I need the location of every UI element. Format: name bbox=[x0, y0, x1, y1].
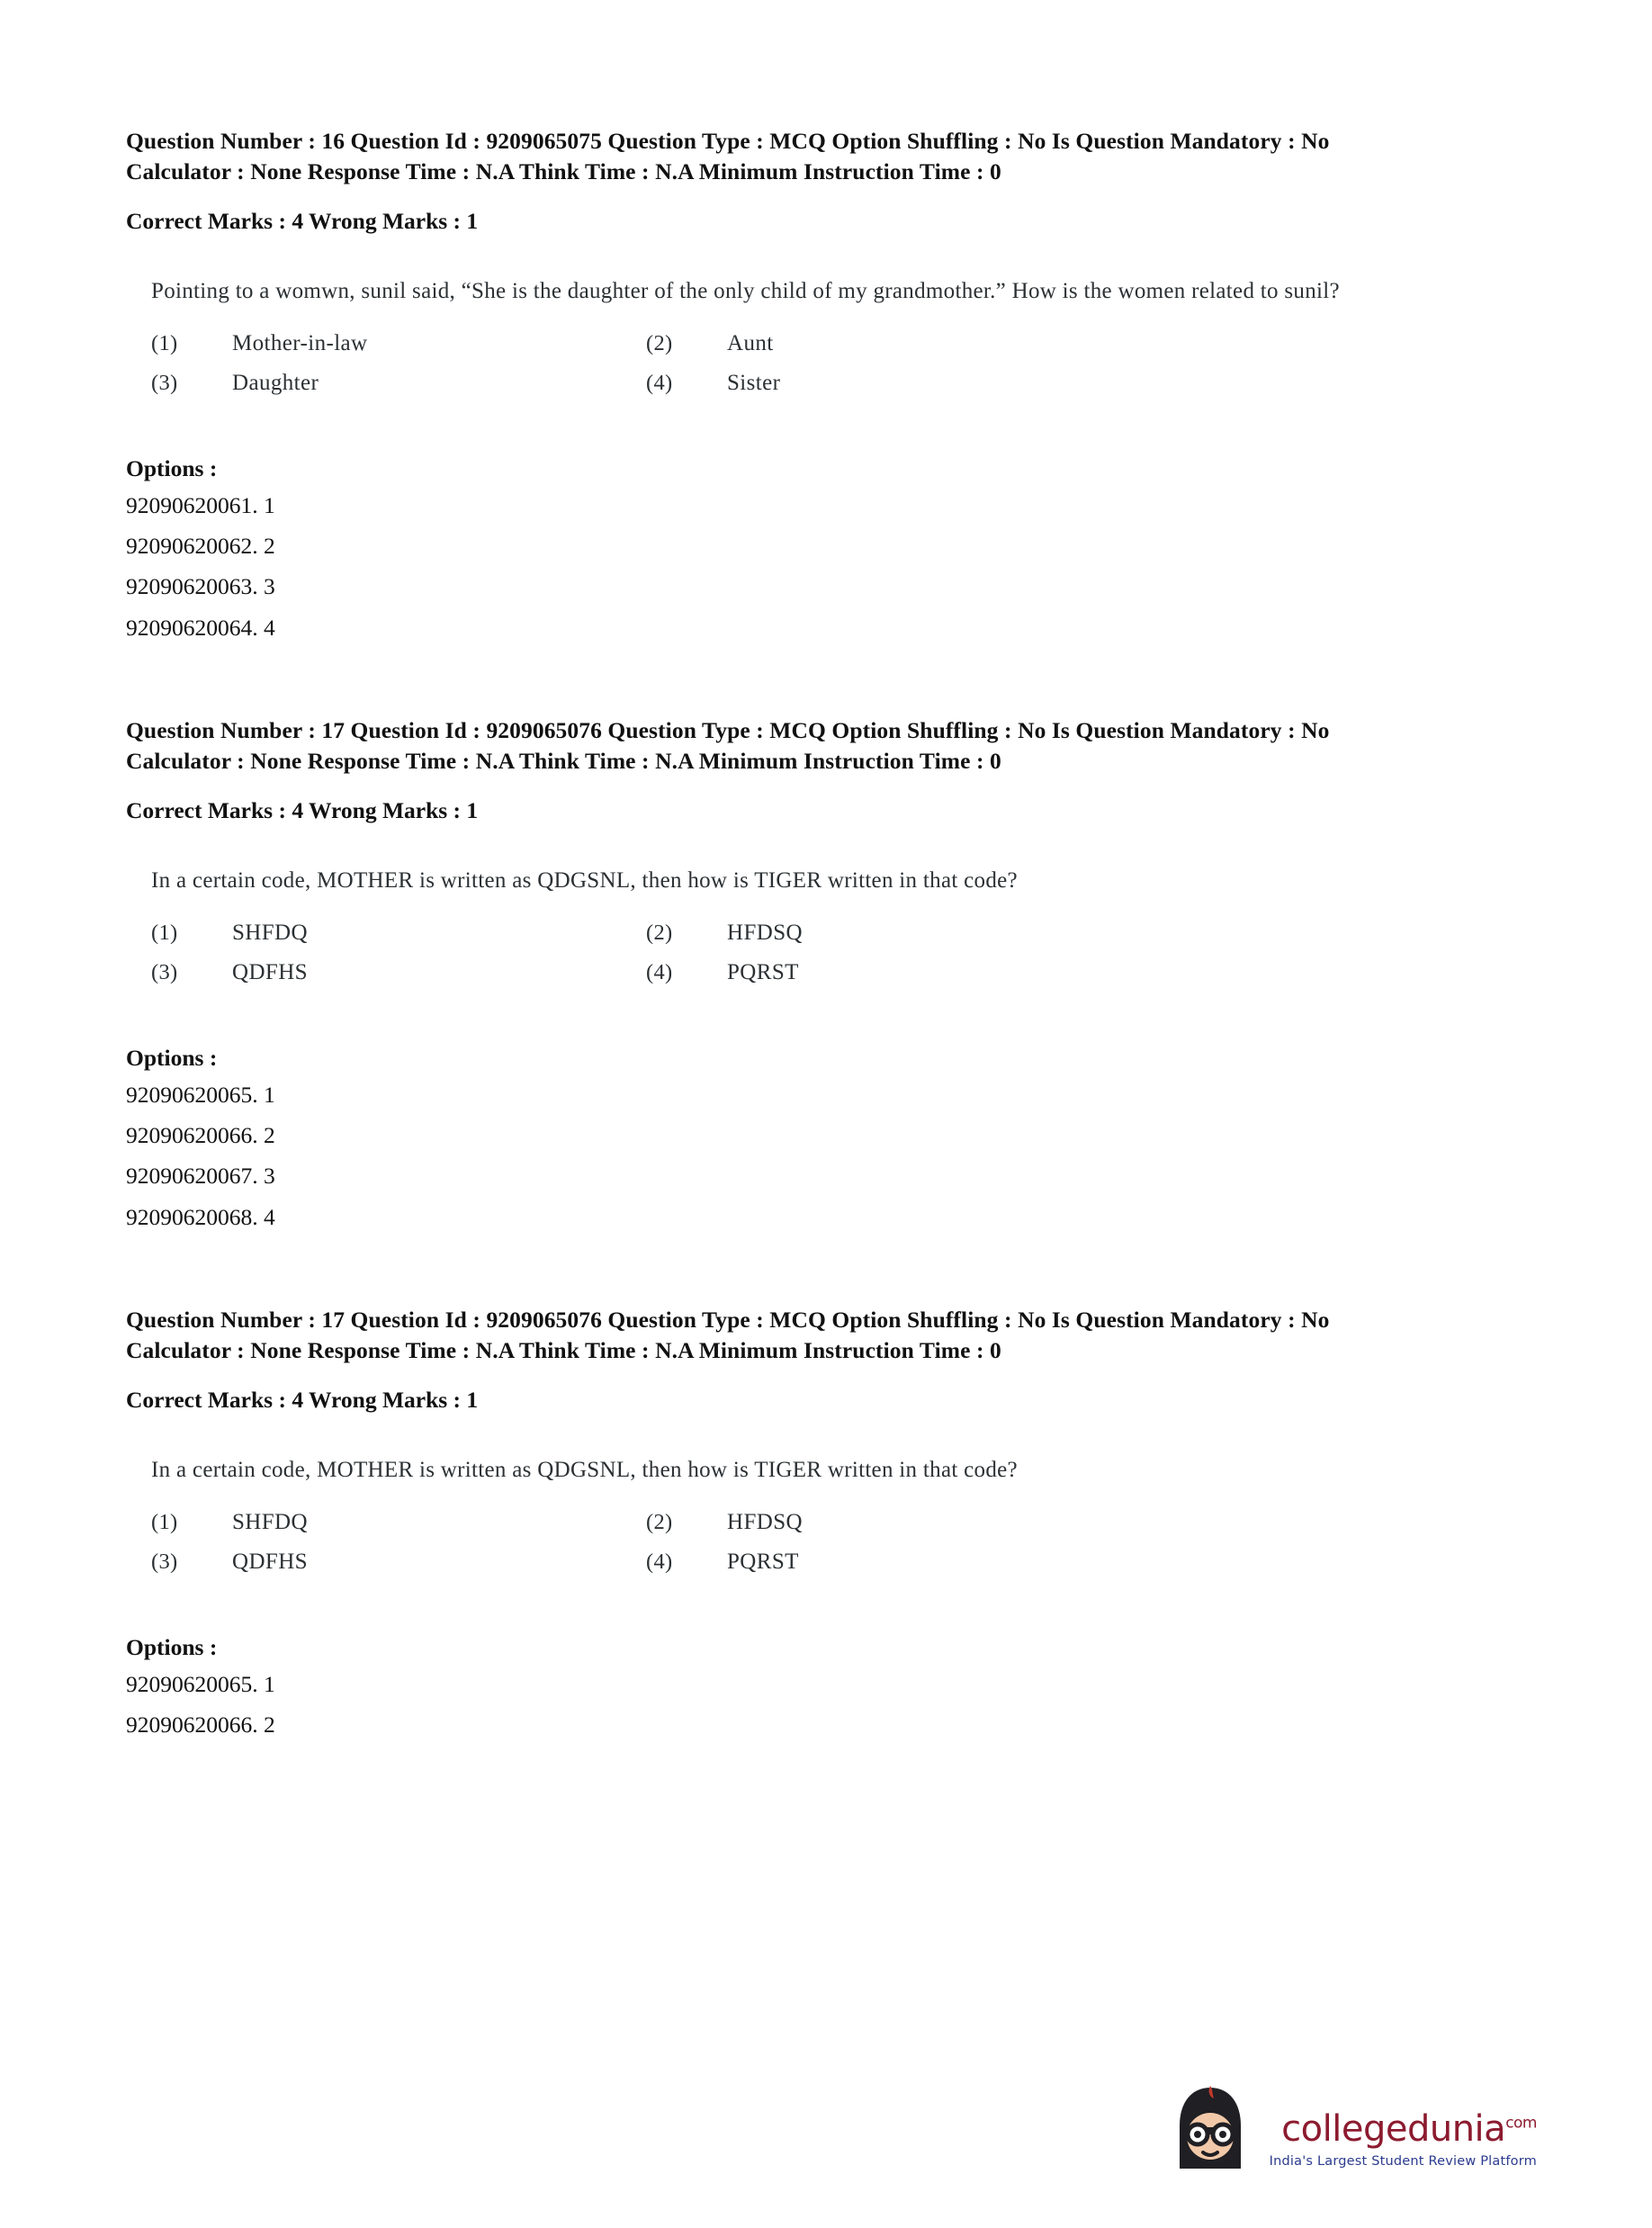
option-id: 92090620061. 1 bbox=[126, 491, 275, 518]
question-choices bbox=[151, 921, 1141, 985]
choice-item bbox=[151, 371, 646, 396]
question-scan-image bbox=[151, 1453, 1438, 1575]
question-meta: Question Number : 17 Question Id : 9209065076 Question Type : MCQ Option Shuffling : No Is Question Mandatory : No Calculator : None Response Time : N.A Think Time : N.A Minimum Instruction Time : 0 bbox=[126, 1306, 1330, 1363]
question-meta: Question Number : 16 Question Id : 9209065075 Question Type : MCQ Option Shuffling : No Is Question Mandatory : No Calculator : None Response Time : N.A Think Time : N.A Minimum Instruction Time : 0 bbox=[126, 128, 1330, 184]
brand-suffix: com bbox=[1505, 2114, 1537, 2133]
choice-text: PQRST bbox=[727, 959, 799, 984]
option-id: 92090620066. 2 bbox=[126, 1711, 275, 1738]
choice-item bbox=[646, 371, 1141, 396]
choice-text: SHFDQ bbox=[232, 920, 308, 945]
question-marks: Correct Marks : 4 Wrong Marks : 1 bbox=[126, 1387, 479, 1414]
choice-number: (4) bbox=[646, 959, 673, 984]
brand-word: collegedunia bbox=[1281, 2108, 1506, 2150]
choice-number: (1) bbox=[151, 330, 178, 355]
question-choices bbox=[151, 331, 1141, 396]
option-id: 92090620063. 3 bbox=[126, 573, 275, 600]
choice-number: (3) bbox=[151, 1549, 178, 1574]
collegedunia-logotype bbox=[1269, 2108, 1537, 2174]
options-label: Options : bbox=[126, 1633, 218, 1660]
choice-item bbox=[646, 1550, 1141, 1575]
choice-number: (4) bbox=[646, 1549, 673, 1574]
page-content bbox=[126, 126, 1458, 1742]
choice-number: (4) bbox=[646, 370, 673, 395]
choice-row bbox=[151, 960, 1141, 985]
choice-row bbox=[151, 1550, 1141, 1575]
options-label: Options : bbox=[126, 1044, 218, 1071]
option-id: 92090620065. 1 bbox=[126, 1081, 275, 1108]
choice-number: (3) bbox=[151, 959, 178, 984]
option-id: 92090620065. 1 bbox=[126, 1670, 275, 1697]
option-id: 92090620068. 4 bbox=[126, 1203, 275, 1230]
question-block bbox=[126, 1305, 1458, 1742]
choice-text: PQRST bbox=[727, 1549, 799, 1574]
choice-text: QDFHS bbox=[232, 1549, 308, 1574]
choice-number: (2) bbox=[646, 1509, 673, 1534]
choice-text: Daughter bbox=[232, 370, 319, 395]
question-block bbox=[126, 715, 1458, 1235]
choice-item bbox=[151, 921, 646, 946]
choice-item bbox=[646, 1510, 1141, 1535]
collegedunia-watermark bbox=[1163, 2080, 1537, 2174]
choice-text: SHFDQ bbox=[232, 1509, 308, 1534]
choice-item bbox=[151, 331, 646, 356]
question-stem: In a certain code, MOTHER is written as QDGSNL, then how is TIGER written in that code? bbox=[151, 867, 1018, 893]
question-stem: Pointing to a womwn, sunil said, “She is the daughter of the only child of my grandmother.” How is the women related to sunil? bbox=[151, 278, 1340, 303]
choice-item bbox=[151, 1510, 646, 1535]
question-meta: Question Number : 17 Question Id : 9209065076 Question Type : MCQ Option Shuffling : No Is Question Mandatory : No Calculator : None Response Time : N.A Think Time : N.A Minimum Instruction Time : 0 bbox=[126, 716, 1330, 774]
choice-number: (3) bbox=[151, 370, 178, 395]
question-stem: In a certain code, MOTHER is written as QDGSNL, then how is TIGER written in that code? bbox=[151, 1457, 1018, 1482]
choice-item bbox=[646, 331, 1141, 356]
choice-row bbox=[151, 921, 1141, 946]
choice-number: (2) bbox=[646, 920, 673, 945]
collegedunia-mascot-icon bbox=[1163, 2080, 1257, 2174]
question-block bbox=[126, 126, 1458, 645]
choice-number: (1) bbox=[151, 920, 178, 945]
choice-item bbox=[646, 960, 1141, 985]
choice-row bbox=[151, 331, 1141, 356]
options-label: Options : bbox=[126, 454, 218, 481]
choice-text: HFDSQ bbox=[727, 1509, 803, 1534]
choice-text: QDFHS bbox=[232, 959, 308, 984]
choice-text: Mother-in-law bbox=[232, 330, 368, 355]
brand-name bbox=[1281, 2108, 1537, 2150]
choice-row bbox=[151, 371, 1141, 396]
option-id: 92090620067. 3 bbox=[126, 1163, 275, 1190]
option-id: 92090620064. 4 bbox=[126, 614, 275, 641]
choice-item bbox=[151, 960, 646, 985]
question-choices bbox=[151, 1510, 1141, 1575]
choice-item bbox=[646, 921, 1141, 946]
option-id: 92090620066. 2 bbox=[126, 1122, 275, 1149]
question-scan-image bbox=[151, 864, 1438, 985]
choice-text: HFDSQ bbox=[727, 920, 803, 945]
choice-text: Aunt bbox=[727, 330, 774, 355]
choice-item bbox=[151, 1550, 646, 1575]
brand-tagline: India's Largest Student Review Platform bbox=[1269, 2154, 1537, 2169]
section-gap bbox=[126, 645, 1458, 715]
question-marks: Correct Marks : 4 Wrong Marks : 1 bbox=[126, 797, 479, 824]
choice-number: (2) bbox=[646, 330, 673, 355]
section-gap bbox=[126, 1235, 1458, 1305]
question-marks: Correct Marks : 4 Wrong Marks : 1 bbox=[126, 208, 479, 235]
choice-number: (1) bbox=[151, 1509, 178, 1534]
option-id: 92090620062. 2 bbox=[126, 533, 275, 560]
choice-text: Sister bbox=[727, 370, 781, 395]
question-scan-image bbox=[151, 274, 1438, 396]
choice-row bbox=[151, 1510, 1141, 1535]
